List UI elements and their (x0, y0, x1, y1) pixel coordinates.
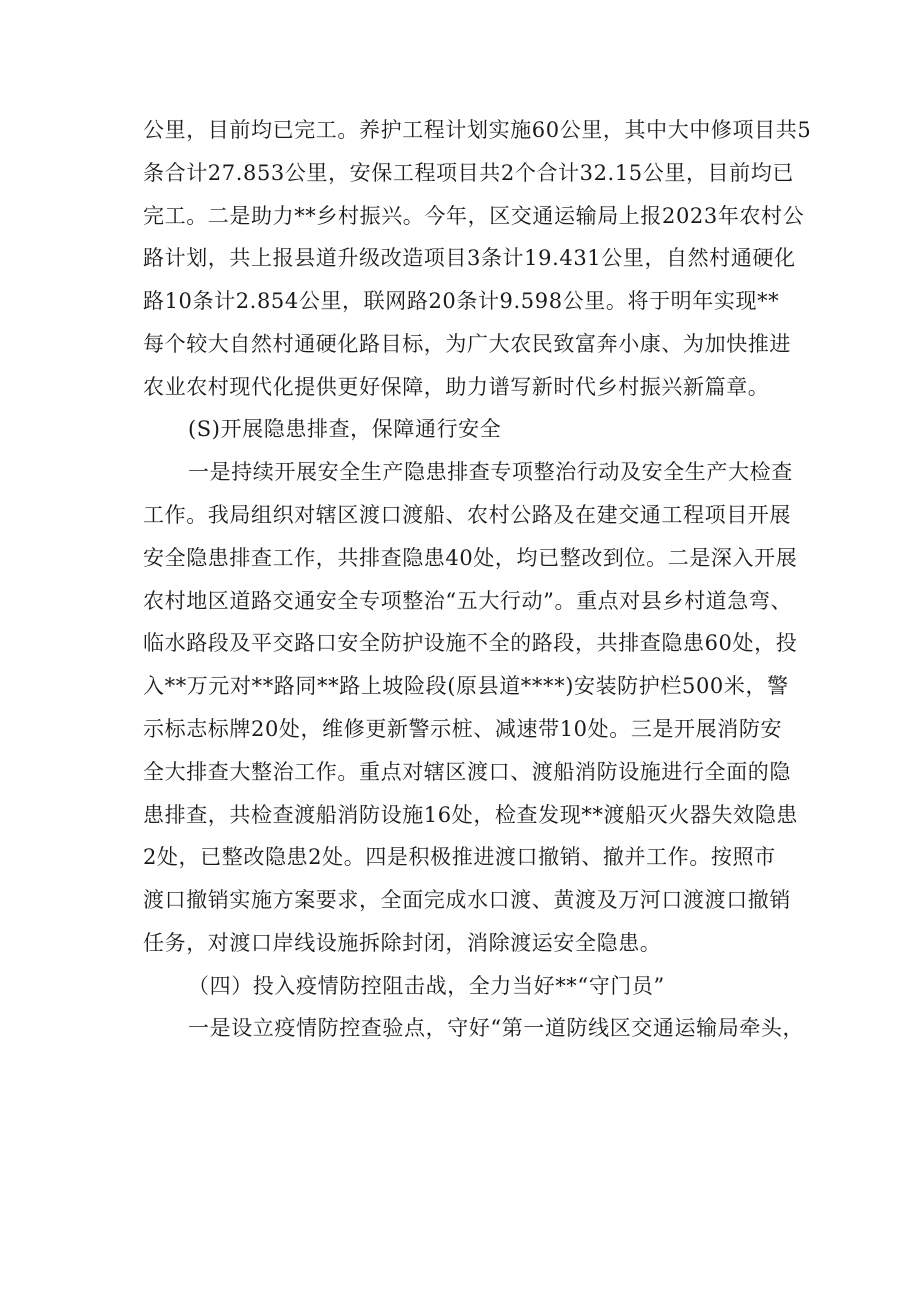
paragraph-line: 一是设立疫情防控查验点，守好“第一道防线区交通运输局牵头， (188, 1016, 805, 1040)
section-heading: （四）投入疫情防控阻击战，全力当好**“守门员” (188, 974, 665, 998)
paragraph-line: 路10条计2.854公里，联网路20条计9.598公里。将于明年实现** (143, 289, 780, 313)
paragraph-line: 公里，目前均已完工。养护工程计划实施60公里，其中大中修项目共5 (143, 118, 812, 142)
paragraph-line: 每个较大自然村通硬化路目标，为广大农民致富奔小康、为加快推进 (143, 332, 791, 356)
paragraph-line: 任务，对渡口岸线设施拆除封闭，消除渡运安全隐患。 (143, 931, 662, 955)
paragraph-line: 一是持续开展安全生产隐患排查专项整治行动及安全生产大检查 (188, 460, 793, 484)
paragraph-line: 2处，已整改隐患2处。四是积极推进渡口撤销、撤并工作。按照市 (143, 845, 776, 869)
paragraph-line: 农村地区道路交通安全专项整治“五大行动”。重点对县乡村道急弯、 (143, 589, 793, 613)
section-heading: (S)开展隐患排查，保障通行安全 (188, 417, 502, 441)
paragraph-line: 全大排查大整治工作。重点对辖区渡口、渡船消防设施进行全面的隐 (143, 760, 791, 784)
paragraph-line: 农业农村现代化提供更好保障，助力谱写新时代乡村振兴新篇章。 (143, 375, 770, 399)
paragraph-line: 路计划，共上报县道升级改造项目3条计19.431公里，自然村通硬化 (143, 246, 796, 270)
paragraph-line: 入**万元对**路同**路上坡险段(原县道****)安装防护栏500米，警 (143, 674, 789, 698)
paragraph-line: 条合计27.853公里，安保工程项目共2个合计32.15公里，目前均已 (143, 161, 794, 185)
paragraph-line: 示标志标牌20处，维修更新警示桩、减速带10处。三是开展消防安 (143, 717, 783, 741)
paragraph-line: 完工。二是助力**乡村振兴。今年，区交通运输局上报2023年农村公 (143, 204, 805, 228)
paragraph-line: 工作。我局组织对辖区渡口渡船、农村公路及在建交通工程项目开展 (143, 503, 791, 527)
paragraph-line: 临水路段及平交路口安全防护设施不全的路段，共排查隐患60处，投 (143, 631, 798, 655)
paragraph-line: 渡口撤销实施方案要求，全面完成水口渡、黄渡及万河口渡渡口撤销 (143, 888, 791, 912)
paragraph-line: 安全隐患排查工作，共排查隐患40处，均已整改到位。二是深入开展 (143, 546, 798, 570)
paragraph-line: 患排查，共检查渡船消防设施16处，检查发现**渡船灭火器失效隐患 (143, 803, 798, 827)
